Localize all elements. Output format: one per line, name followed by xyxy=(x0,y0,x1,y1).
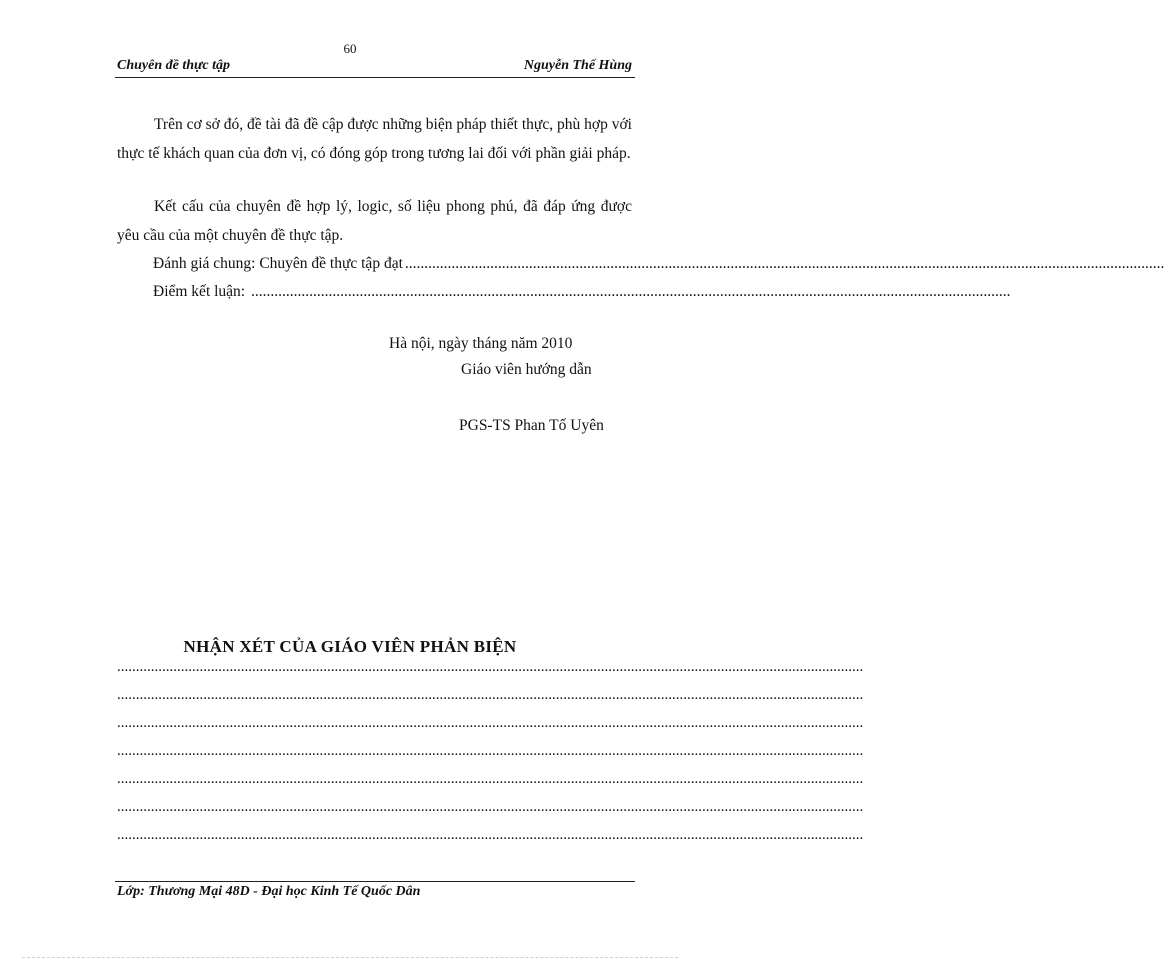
review-line-6: ....................................................................................................................................................................................................... xyxy=(117,799,864,815)
signature-date: Hà nội, ngày tháng năm 2010 xyxy=(389,335,573,352)
header-left-title: Chuyên đề thực tập xyxy=(117,58,231,73)
footer-class-info: Lớp: Thương Mại 48D - Đại học Kinh Tế Quốc Dân xyxy=(117,884,421,899)
signature-name: PGS-TS Phan Tố Uyên xyxy=(459,417,604,434)
final-score-label: Điểm kết luận: xyxy=(153,283,249,300)
header-rule xyxy=(115,77,635,78)
review-line-4: ....................................................................................................................................................................................................... xyxy=(117,743,864,759)
review-line-1: ....................................................................................................................................................................................................... xyxy=(117,659,864,675)
page-bottom-edge xyxy=(22,957,678,958)
header-author: Nguyễn Thế Hùng xyxy=(523,58,632,73)
final-score-dots: .................................................................................................................................................................................................... xyxy=(251,283,1011,300)
review-line-7: ....................................................................................................................................................................................................... xyxy=(117,827,864,843)
paragraph-structure: Kết cấu của chuyên đề hợp lý, logic, số liệu phong phú, đã đáp ứng được yêu cầu của một chuyên đề thực tập. xyxy=(117,198,632,244)
review-line-5: ....................................................................................................................................................................................................... xyxy=(117,771,864,787)
review-line-2: ....................................................................................................................................................................................................... xyxy=(117,687,864,703)
overall-evaluation-label: Đánh giá chung: Chuyên đề thực tập đạt xyxy=(153,255,403,272)
page-number: 60 xyxy=(343,41,357,56)
review-section-title: NHẬN XÉT CỦA GIÁO VIÊN PHẢN BIỆN xyxy=(183,637,517,656)
overall-evaluation-line xyxy=(153,254,1164,274)
overall-evaluation-dots: .................................................................................................................................................................................................... xyxy=(404,255,1164,272)
paragraph-assessment: Trên cơ sở đó, đề tài đã đề cập được những biện pháp thiết thực, phù hợp với thực tế khách quan của đơn vị, có đóng góp trong tương lai đối với phần giải pháp. xyxy=(117,116,632,162)
signature-role: Giáo viên hướng dẫn xyxy=(461,361,592,378)
footer-rule xyxy=(115,881,635,882)
final-score-line xyxy=(153,282,1011,302)
review-line-3: ....................................................................................................................................................................................................... xyxy=(117,715,864,731)
